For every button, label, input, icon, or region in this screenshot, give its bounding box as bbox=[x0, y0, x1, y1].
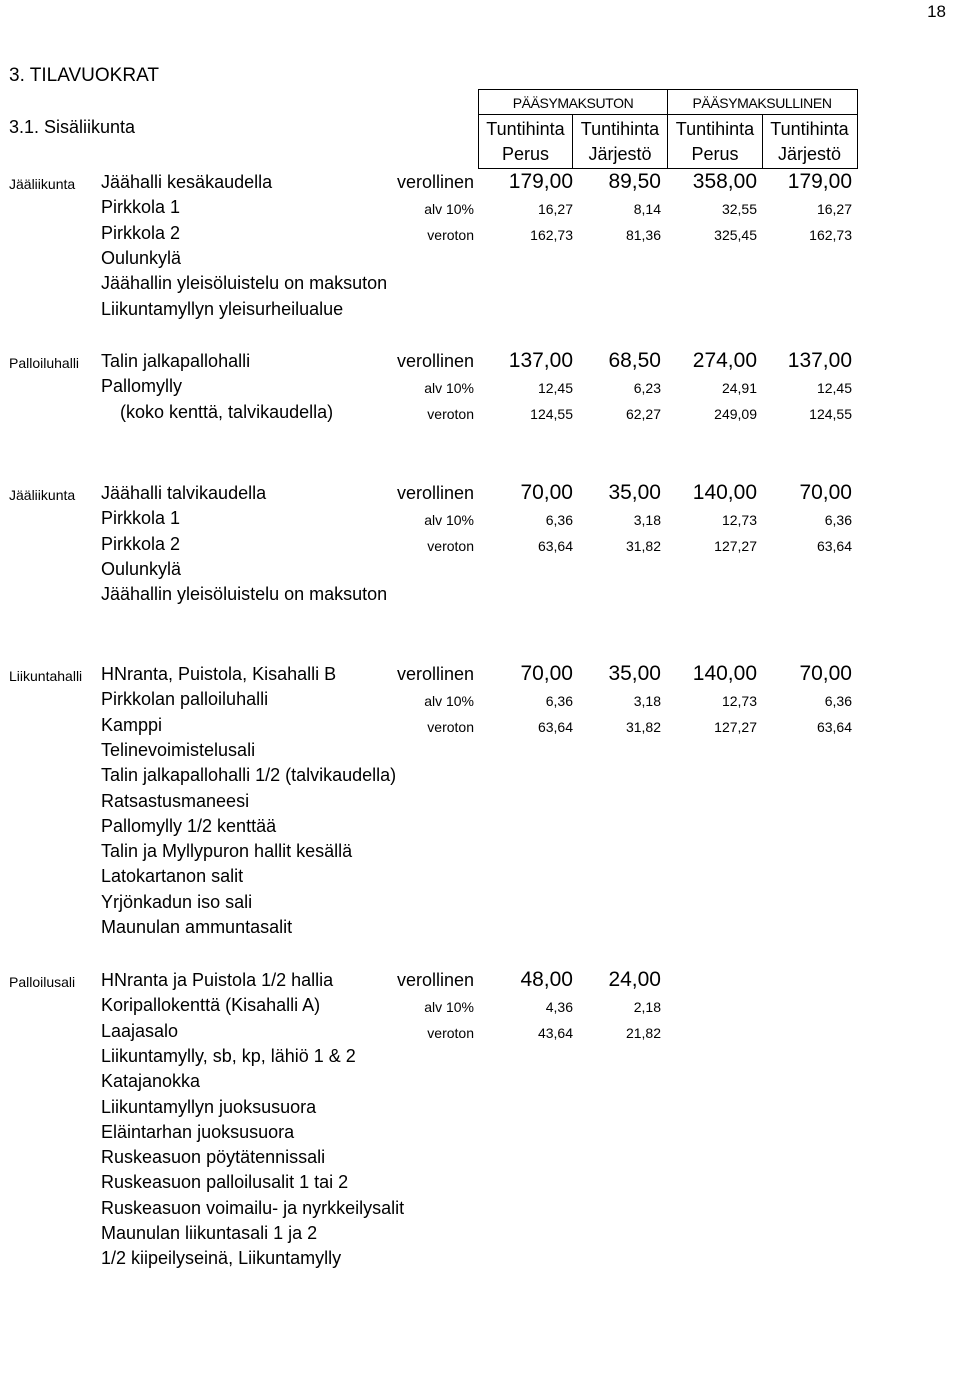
price-value: 249,09 bbox=[714, 405, 757, 422]
column-header-2-line1: Tuntihinta bbox=[580, 119, 660, 139]
category-label: Liikuntahalli bbox=[9, 668, 83, 684]
facility-item: Pirkkola 1 bbox=[101, 197, 181, 218]
price-value: 6,36 bbox=[824, 512, 852, 529]
facility-item: Ratsastusmaneesi bbox=[101, 790, 250, 811]
price-value: 127,27 bbox=[714, 537, 757, 554]
price-value: 31,82 bbox=[625, 718, 661, 735]
tax-label: veroton bbox=[427, 1024, 474, 1041]
price-value: 24,91 bbox=[721, 380, 757, 397]
price-value: 6,36 bbox=[545, 512, 573, 529]
facility-item: Jäähalli kesäkaudella bbox=[101, 172, 273, 192]
facility-item: Jäähallin yleisöluistelu on maksuton bbox=[101, 584, 388, 605]
price-value: 63,64 bbox=[537, 537, 573, 554]
tax-label: verollinen bbox=[396, 664, 474, 684]
tax-label: veroton bbox=[427, 405, 474, 422]
price-value: 16,27 bbox=[816, 201, 852, 218]
facility-item: Kamppi bbox=[101, 714, 163, 735]
price-value: 325,45 bbox=[714, 226, 757, 243]
column-header-3-line2: Perus bbox=[691, 144, 739, 164]
facility-item: Maunulan liikuntasali 1 ja 2 bbox=[101, 1223, 318, 1243]
facility-item: Katajanokka bbox=[101, 1071, 201, 1092]
tax-label: veroton bbox=[427, 226, 474, 243]
facility-item: Jäähallin yleisöluistelu on maksuton bbox=[101, 273, 388, 294]
facility-item: Pallomylly bbox=[101, 376, 183, 397]
price-value: 4,36 bbox=[545, 999, 573, 1016]
section-title: 3. TILAVUOKRAT bbox=[9, 65, 159, 86]
facility-item: Ruskeasuon palloilusalit 1 tai 2 bbox=[101, 1172, 349, 1193]
facility-item: Talin ja Myllypuron hallit kesällä bbox=[101, 841, 353, 862]
price-value: 70,00 bbox=[520, 662, 573, 685]
facility-item: Pirkkola 1 bbox=[101, 508, 181, 529]
facility-item: Pallomylly 1/2 kenttää bbox=[101, 815, 277, 836]
group-header-paid: PÄÄSYMAKSULLINEN bbox=[692, 95, 832, 111]
price-value: 62,27 bbox=[625, 405, 661, 422]
price-value: 140,00 bbox=[692, 662, 757, 685]
category-label: Palloilusali bbox=[9, 974, 76, 990]
tax-label: verollinen bbox=[396, 970, 474, 990]
column-header-1-line2: Perus bbox=[501, 144, 550, 164]
price-value: 12,73 bbox=[721, 512, 757, 529]
price-value: 358,00 bbox=[692, 170, 757, 193]
facility-item: Laajasalo bbox=[101, 1020, 179, 1041]
group-header-free: PÄÄSYMAKSUTON bbox=[512, 95, 634, 111]
price-value: 8,14 bbox=[633, 201, 661, 218]
facility-item: Jäähalli talvikaudella bbox=[101, 483, 267, 503]
price-value: 35,00 bbox=[608, 662, 661, 685]
facility-item: Liikuntamylly, sb, kp, lähiö 1 & 2 bbox=[101, 1045, 356, 1066]
price-value: 81,36 bbox=[625, 226, 661, 243]
price-value: 68,50 bbox=[608, 349, 661, 372]
column-header-3-line1: Tuntihinta bbox=[675, 119, 755, 139]
tax-label: verollinen bbox=[396, 351, 474, 371]
price-value: 137,00 bbox=[508, 349, 573, 372]
price-value: 70,00 bbox=[799, 481, 852, 504]
column-header-1-line1: Tuntihinta bbox=[486, 119, 565, 139]
price-value: 3,18 bbox=[633, 693, 661, 710]
tax-label: alv 10% bbox=[424, 512, 474, 529]
facility-item: Liikuntamyllyn yleisurheilualue bbox=[101, 298, 344, 319]
facility-item: Oulunkylä bbox=[101, 558, 182, 579]
facility-item: Telinevoimistelusali bbox=[101, 739, 256, 760]
tax-label: alv 10% bbox=[424, 380, 474, 397]
price-value: 16,27 bbox=[537, 201, 573, 218]
tax-label: alv 10% bbox=[424, 693, 474, 710]
subsection-title: 3.1. Sisäliikunta bbox=[9, 117, 136, 137]
price-value: 179,00 bbox=[508, 170, 573, 193]
facility-item: Maunulan ammuntasalit bbox=[101, 917, 293, 937]
price-value: 2,18 bbox=[633, 999, 661, 1016]
category-label: Jääliikunta bbox=[9, 176, 76, 192]
price-value: 124,55 bbox=[530, 405, 573, 422]
price-value: 12,45 bbox=[816, 380, 852, 397]
tax-label: veroton bbox=[427, 718, 474, 735]
category-label: Palloiluhalli bbox=[9, 355, 80, 371]
price-value: 48,00 bbox=[520, 968, 573, 991]
facility-item: 1/2 kiipeilyseinä, Liikuntamylly bbox=[101, 1248, 342, 1269]
facility-item: Eläintarhan juoksusuora bbox=[101, 1121, 295, 1142]
column-header-2-line2: Järjestö bbox=[588, 144, 652, 164]
facility-item: Talin jalkapallohalli bbox=[101, 351, 251, 371]
facility-item: Pirkkola 2 bbox=[101, 222, 181, 243]
price-value: 162,73 bbox=[530, 226, 573, 243]
price-value: 179,00 bbox=[787, 170, 852, 193]
price-value: 6,36 bbox=[824, 693, 852, 710]
price-value: 24,00 bbox=[608, 968, 661, 991]
column-header-4-line2: Järjestö bbox=[777, 144, 842, 164]
price-value: 70,00 bbox=[520, 481, 573, 504]
price-value: 274,00 bbox=[692, 349, 757, 372]
price-value: 12,73 bbox=[721, 693, 757, 710]
price-value: 31,82 bbox=[625, 537, 661, 554]
category-label: Jääliikunta bbox=[9, 487, 76, 503]
price-value: 6,36 bbox=[545, 693, 573, 710]
price-value: 137,00 bbox=[787, 349, 852, 372]
price-value: 63,64 bbox=[537, 718, 573, 735]
tax-label: alv 10% bbox=[424, 201, 474, 218]
price-value: 21,82 bbox=[625, 1024, 661, 1041]
facility-item: Pirkkolan palloiluhalli bbox=[101, 689, 269, 710]
price-value: 35,00 bbox=[608, 481, 661, 504]
facility-item: Talin jalkapallohalli 1/2 (talvikaudella) bbox=[101, 765, 397, 786]
facility-item: (koko kenttä, talvikaudella) bbox=[120, 401, 334, 422]
page-number: 18 bbox=[927, 2, 946, 21]
facility-item: Ruskeasuon voimailu- ja nyrkkeilysalit bbox=[101, 1197, 405, 1218]
price-value: 3,18 bbox=[633, 512, 661, 529]
price-value: 6,23 bbox=[633, 380, 661, 397]
price-value: 70,00 bbox=[799, 662, 852, 685]
price-value: 12,45 bbox=[537, 380, 573, 397]
price-value: 127,27 bbox=[714, 718, 757, 735]
facility-item: Liikuntamyllyn juoksusuora bbox=[101, 1096, 317, 1117]
facility-item: Oulunkylä bbox=[101, 247, 182, 268]
facility-item: Pirkkola 2 bbox=[101, 533, 181, 554]
facility-item: Ruskeasuon pöytätennissali bbox=[101, 1147, 326, 1168]
column-header-4-line1: Tuntihinta bbox=[770, 119, 849, 139]
price-value: 140,00 bbox=[692, 481, 757, 504]
facility-item: HNranta, Puistola, Kisahalli B bbox=[101, 664, 337, 684]
facility-item: HNranta ja Puistola 1/2 hallia bbox=[101, 970, 334, 990]
price-value: 89,50 bbox=[608, 170, 661, 193]
tax-label: alv 10% bbox=[424, 999, 474, 1016]
facility-item: Yrjönkadun iso sali bbox=[101, 891, 253, 912]
price-value: 43,64 bbox=[537, 1024, 573, 1041]
facility-item: Koripallokenttä (Kisahalli A) bbox=[101, 995, 321, 1016]
facility-item: Latokartanon salit bbox=[101, 866, 244, 887]
price-value: 124,55 bbox=[809, 405, 852, 422]
price-value: 63,64 bbox=[816, 718, 852, 735]
price-value: 162,73 bbox=[809, 226, 852, 243]
price-value: 63,64 bbox=[816, 537, 852, 554]
tax-label: veroton bbox=[427, 537, 474, 554]
price-value: 32,55 bbox=[721, 201, 757, 218]
tax-label: verollinen bbox=[396, 483, 474, 503]
tax-label: verollinen bbox=[396, 172, 474, 192]
